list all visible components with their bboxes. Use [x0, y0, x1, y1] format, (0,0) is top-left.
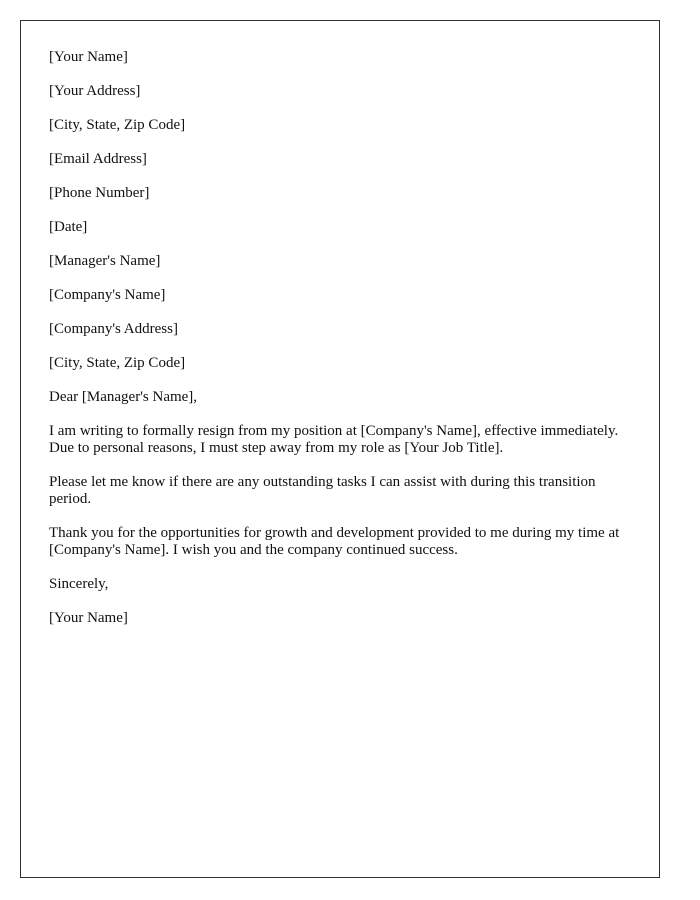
- letter-date: [Date]: [49, 219, 88, 235]
- sender-name: [Your Name]: [49, 49, 128, 65]
- salutation: Dear [Manager's Name],: [49, 389, 198, 405]
- manager-name: [Manager's Name]: [49, 253, 161, 269]
- sender-city-state-zip: [City, State, Zip Code]: [49, 117, 186, 133]
- signature-name: [Your Name]: [49, 610, 128, 626]
- company-city-state-zip: [City, State, Zip Code]: [49, 355, 186, 371]
- letter-page: [20, 20, 660, 878]
- body-paragraph-2: Please let me know if there are any outstanding tasks I can assist with during this transition period.: [49, 474, 596, 507]
- sender-phone: [Phone Number]: [49, 185, 150, 201]
- closing: Sincerely,: [49, 576, 109, 592]
- company-address: [Company's Address]: [49, 321, 178, 337]
- sender-address: [Your Address]: [49, 83, 141, 99]
- letter-content: [21, 21, 659, 627]
- sender-email: [Email Address]: [49, 151, 147, 167]
- company-name: [Company's Name]: [49, 287, 166, 303]
- body-paragraph-1: I am writing to formally resign from my position at [Company's Name], effective immediately. Due to personal reasons, I must step away from my role as [Your Job Title].: [49, 423, 619, 456]
- body-paragraph-3: Thank you for the opportunities for growth and development provided to me during my time at [Company's Name]. I wish you and the company continued success.: [49, 525, 620, 558]
